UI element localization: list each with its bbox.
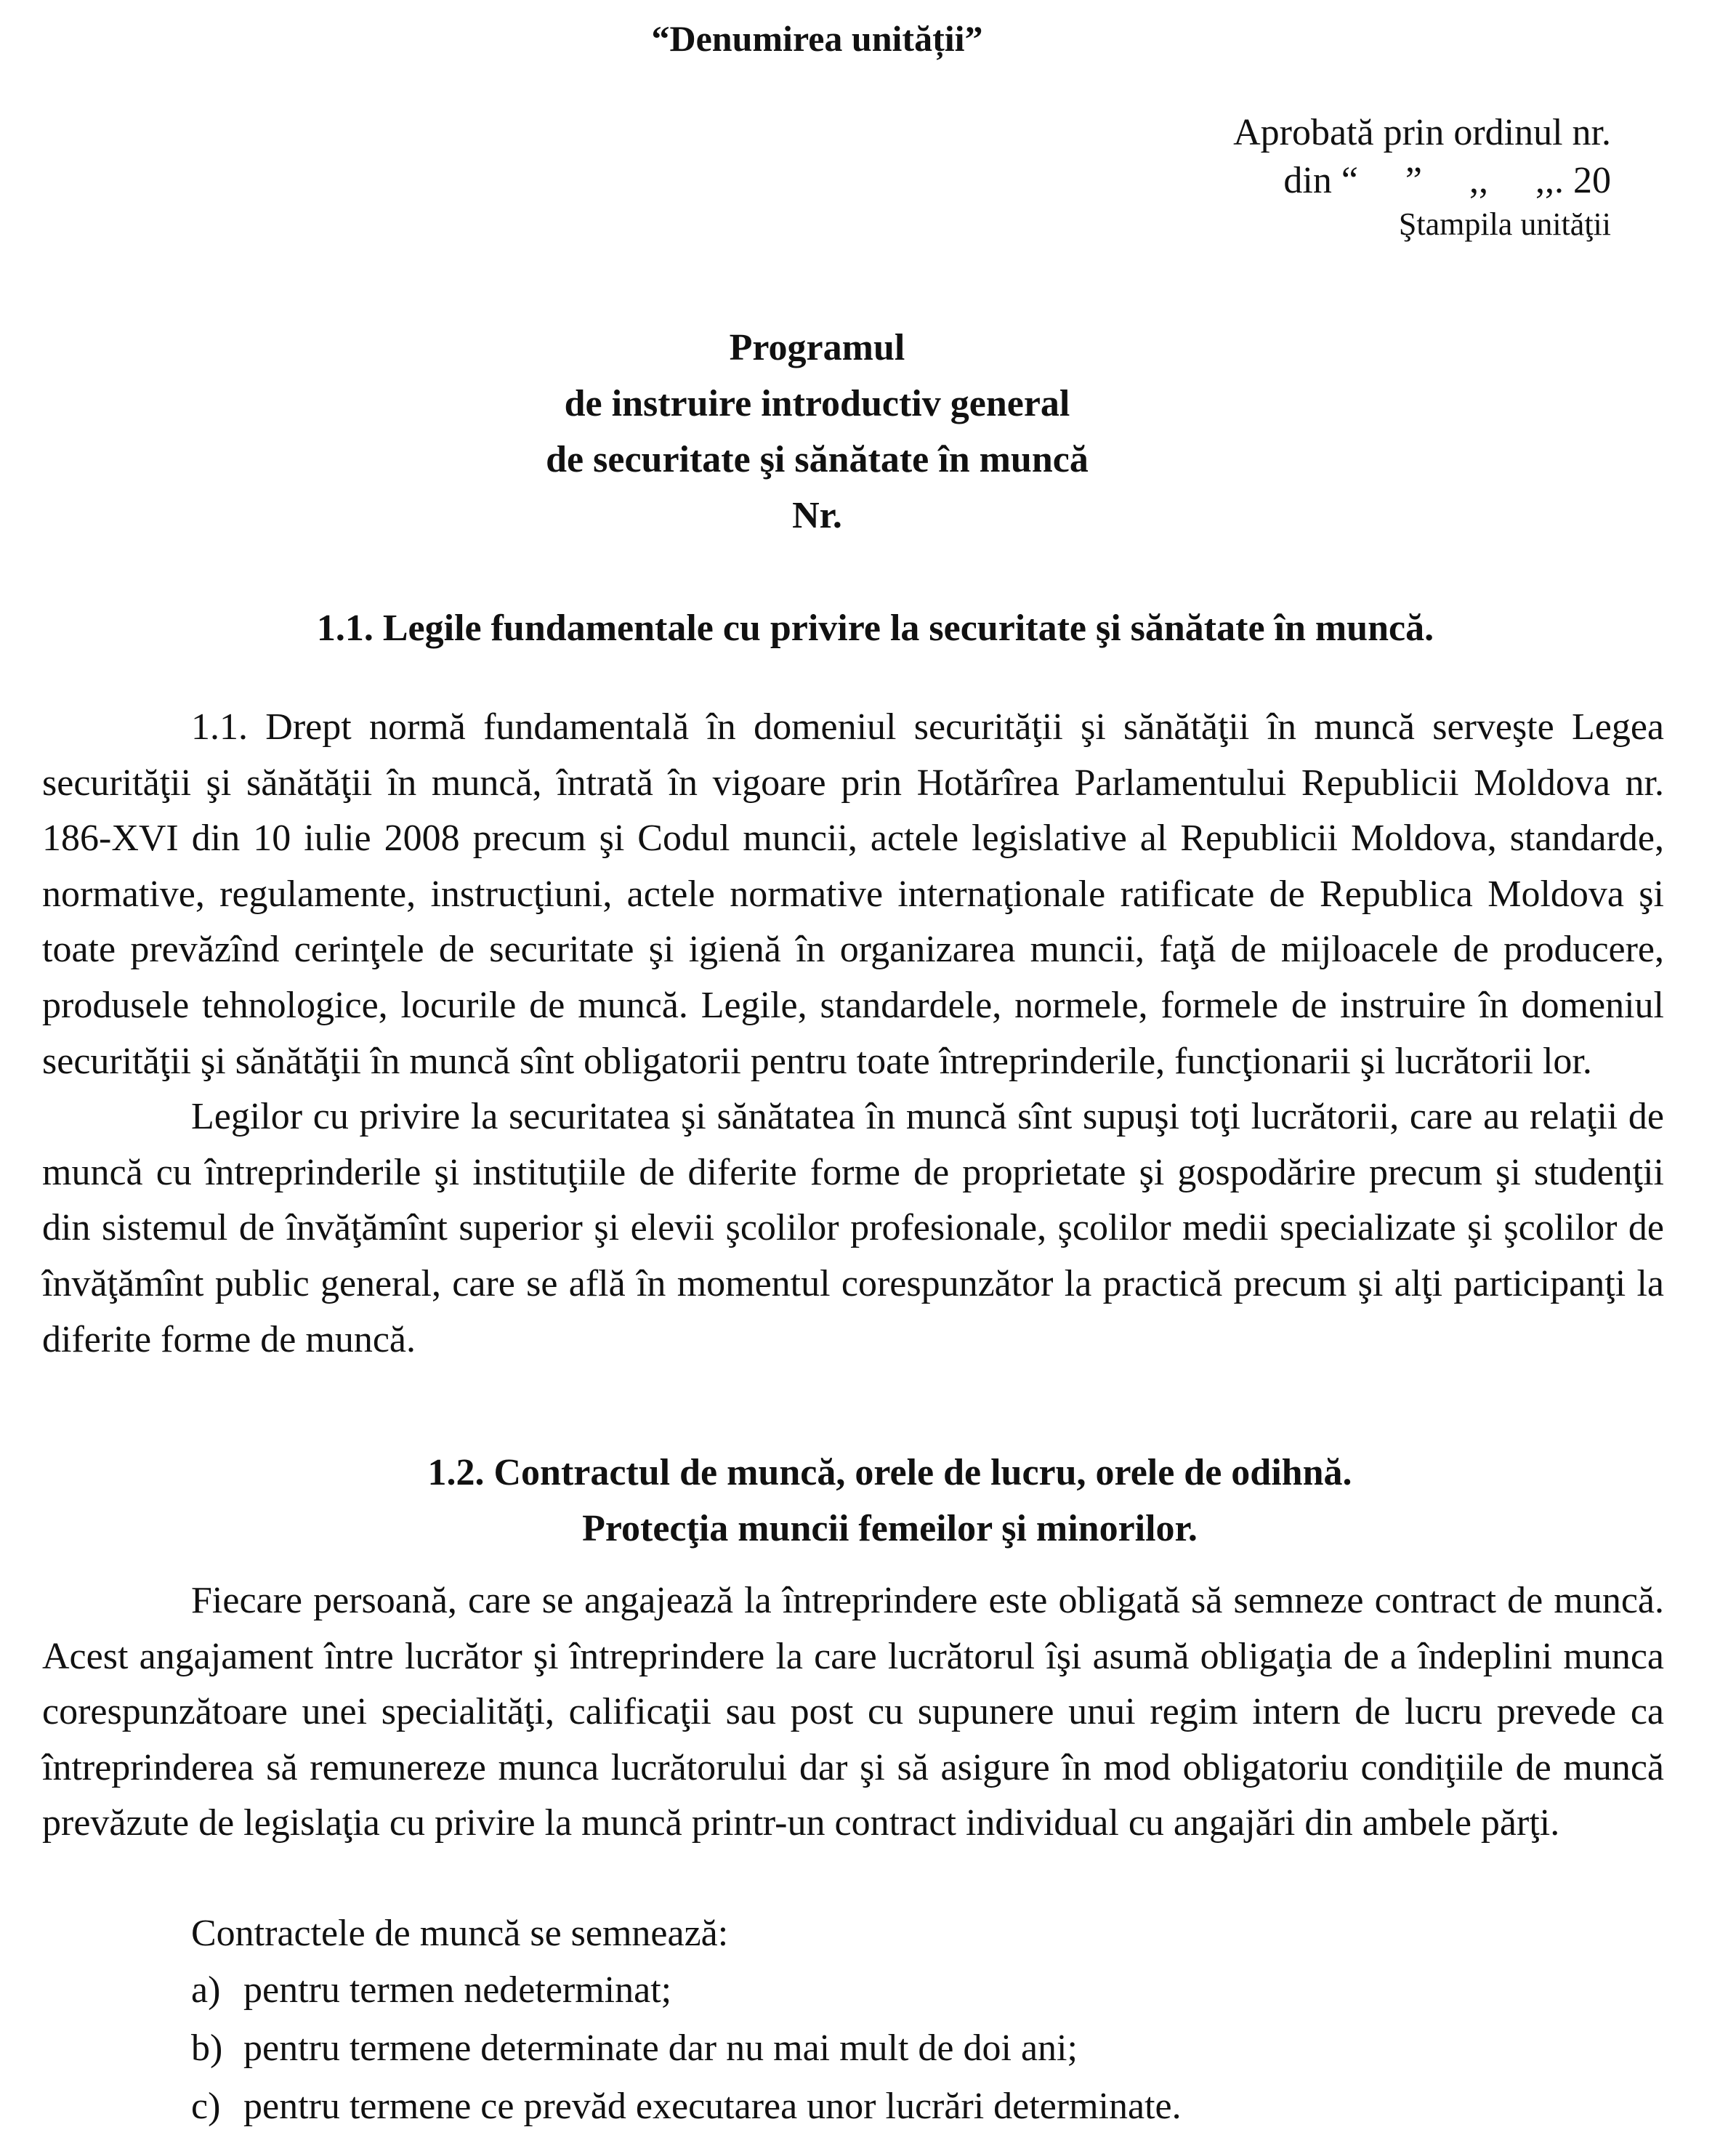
contract-terms-list [191, 1961, 1182, 2136]
list-item-text: pentru termen nedeterminat; [243, 1969, 672, 2011]
title-line-4: Nr. [792, 495, 842, 536]
section-1-heading: 1.1. Legile fundamentale cu privire la securitate şi sănătate în muncă. [316, 608, 1434, 649]
list-item-text: pentru termene determinate dar nu mai mult de doi ani; [243, 2027, 1078, 2069]
title-line-1: Programul [729, 327, 905, 368]
list-item [191, 2078, 1182, 2136]
list-marker: c) [191, 2086, 221, 2127]
approval-order-line: Aprobată prin ordinul nr. [1233, 112, 1611, 153]
document-title [0, 320, 1685, 544]
list-marker: b) [191, 2027, 223, 2069]
unit-name: “Denumirea unității” [651, 18, 983, 59]
stamp-label: Ştampila unităţii [1398, 206, 1611, 242]
list-marker: a) [191, 1969, 221, 2011]
section-2-heading-line-2: Protecţia muncii femeilor şi minorilor. [582, 1508, 1198, 1549]
section-2-paragraph-1: Fiecare persoană, care se angajează la întreprindere este obligată să semneze contract de muncă. Acest angajament între lucrător şi întreprindere la care lucrătorul îşi asumă obligaţia de a îndeplini munca corespunzătoare unei specialităţi, calificaţii sau post cu supunere unui regim intern de lucru prevede ca întreprinderea să remunereze munca lucrătorului dar şi să asigure în mod obligatoriu condiţiile de muncă prevăzute de legislaţia cu privire la muncă printr-un contract individual cu angajări din ambele părţi. [42, 1580, 1664, 1844]
approval-block [1233, 109, 1611, 244]
section-1-paragraph-2: Legilor cu privire la securitatea şi sănătatea în muncă sînt supuşi toţi lucrătorii, care au relaţii de muncă cu întreprinderile şi instituţiile de diferite forme de proprietate şi gospodărire precum şi studenţii din sistemul de învăţămînt superior şi elevii şcolilor profesionale, şcolilor medii specializate şi şcolilor de învăţămînt public general, care se află în momentul corespunzător la practică precum şi alţi participanţi la diferite forme de muncă. [42, 1096, 1664, 1360]
approval-date-line: din “ ” ,, ,,. 20 [1283, 160, 1611, 201]
list-item [191, 1961, 1182, 2019]
list-item [191, 2019, 1182, 2078]
section-1-body [42, 700, 1664, 1368]
section-2-heading [22, 1445, 1736, 1557]
section-2-body [42, 1573, 1664, 1852]
section-2-heading-line-1: 1.2. Contractul de muncă, orele de lucru, orele de odihnă. [427, 1452, 1352, 1493]
section-1-paragraph-1: 1.1. Drept normă fundamentală în domeniul securităţii şi sănătăţii în muncă serveşte Legea securităţii şi sănătăţii în muncă, întrată în vigoare prin Hotărîrea Parlamentului Republicii Moldova nr. 186-XVI din 10 iulie 2008 precum şi Codul muncii, actele legislative al Republicii Moldova, standarde, normative, regulamente, instrucţiuni, actele normative internaţionale ratificate de Republica Moldova şi toate prevăzînd cerinţele de securitate şi igienă în organizarea muncii, faţă de mijloacele de producere, produsele tehnologice, locurile de muncă. Legile, standardele, normele, formele de instruire în domeniul securităţii şi sănătăţii în muncă sînt obligatorii pentru toate întreprinderile, funcţionarii şi lucrătorii lor. [42, 706, 1664, 1082]
list-item-text: pentru termene ce prevăd executarea unor lucrări determinate. [243, 2086, 1182, 2127]
title-line-2: de instruire introductiv general [564, 383, 1070, 424]
contract-list-intro: Contractele de muncă se semnează: [191, 1913, 729, 1954]
title-line-3: de securitate şi sănătate în muncă [546, 439, 1089, 480]
